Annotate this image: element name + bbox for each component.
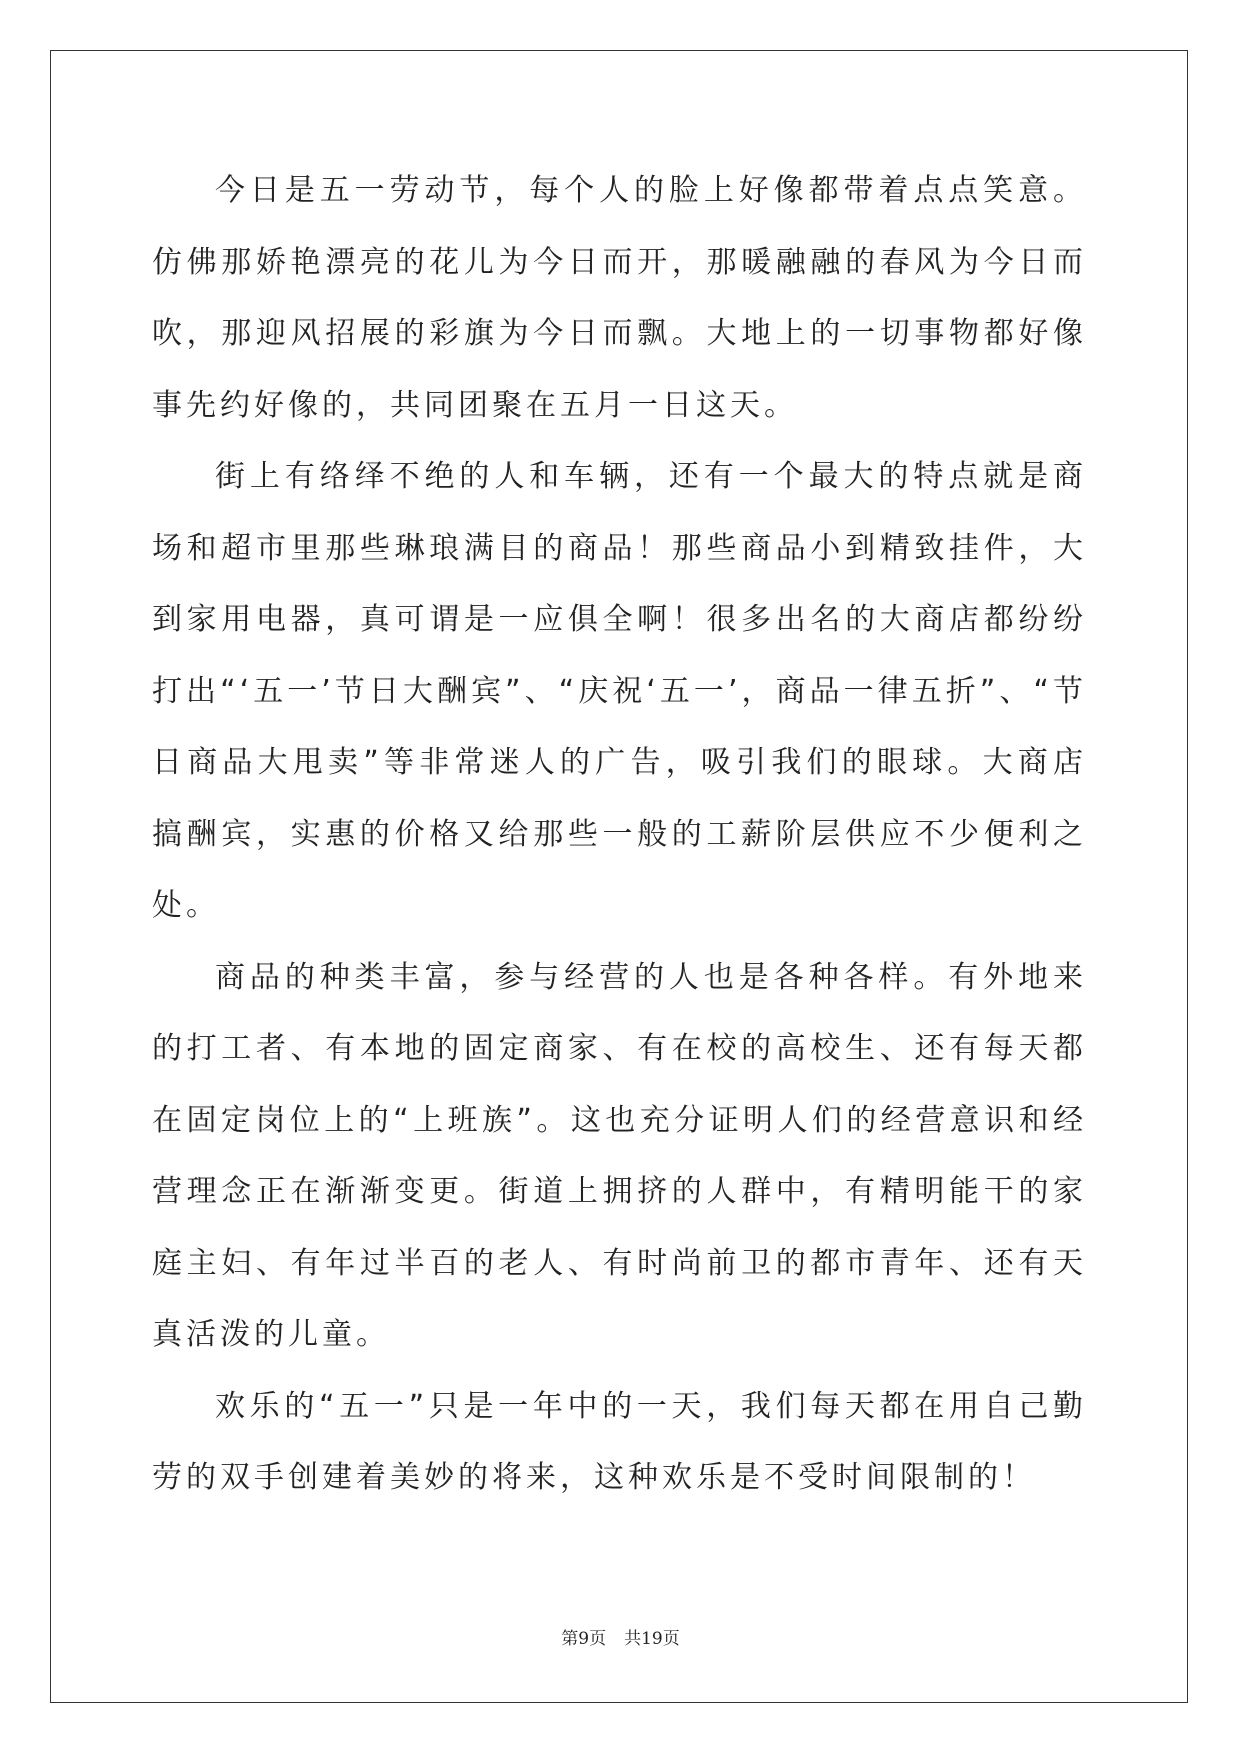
paragraph-4: 欢乐的“五一”只是一年中的一天，我们每天都在用自己勤劳的双手创建着美妙的将来，这种欢乐是不受时间限制的！ bbox=[152, 1388, 1087, 1495]
document-body bbox=[152, 155, 1087, 1514]
page-footer bbox=[0, 1624, 1241, 1649]
paragraph-1: 今日是五一劳动节，每个人的脸上好像都带着点点笑意。仿佛那娇艳漂亮的花儿为今日而开，那暖融融的春风为今日而吹，那迎风招展的彩旗为今日而飘。大地上的一切事物都好像事先约好像的，共同团聚在五月一日这天。 bbox=[152, 173, 1087, 423]
page-number: 第9页 bbox=[561, 1629, 607, 1649]
total-pages: 共19页 bbox=[624, 1629, 680, 1649]
paragraph-3: 商品的种类丰富，参与经营的人也是各种各样。有外地来的打工者、有本地的固定商家、有在校的高校生、还有每天都在固定岗位上的“上班族”。这也充分证明人们的经营意识和经营理念正在渐渐变更。街道上拥挤的人群中，有精明能干的家庭主妇、有年过半百的老人、有时尚前卫的都市青年、还有天真活泼的儿童。 bbox=[152, 959, 1087, 1352]
paragraph-2: 街上有络绎不绝的人和车辆，还有一个最大的特点就是商场和超市里那些琳琅满目的商品！那些商品小到精致挂件，大到家用电器，真可谓是一应俱全啊！很多出名的大商店都纷纷打出“‘五一’节日大酬宾”、“庆祝‘五一’，商品一律五折”、“节日商品大甩卖”等非常迷人的广告，吸引我们的眼球。大商店搞酬宾，实惠的价格又给那些一般的工薪阶层供应不少便利之处。 bbox=[152, 459, 1087, 923]
